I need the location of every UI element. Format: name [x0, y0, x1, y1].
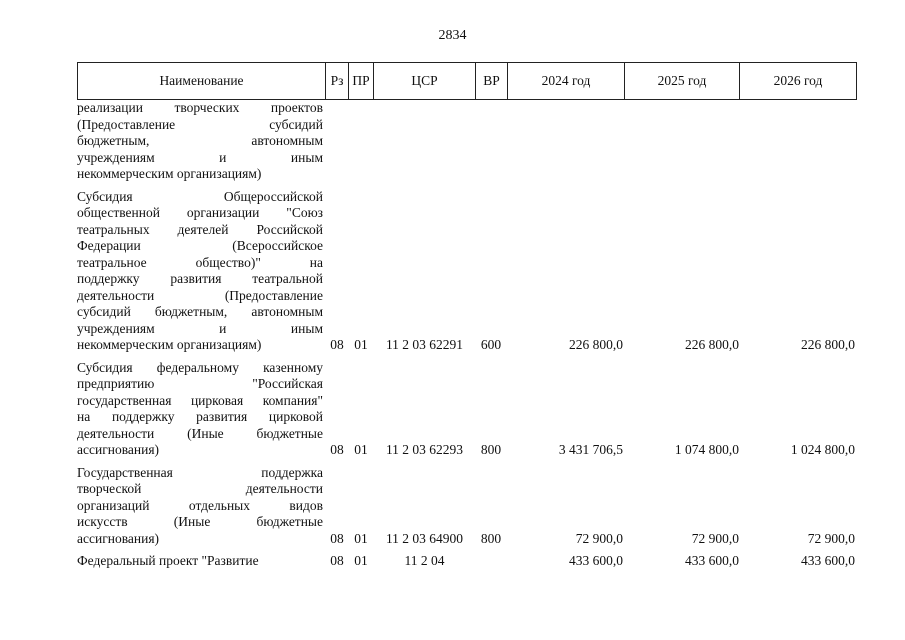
row-amount-2026: 72 900,0 [807, 530, 855, 546]
row-name-line: Федеральный проект "Развитие [77, 553, 259, 568]
column-header-2025: 2025 год [625, 63, 740, 100]
row-vr: 600 [480, 337, 502, 352]
row-vr: 800 [480, 530, 502, 546]
table-row [77, 360, 856, 459]
row-amount-2025: 226 800,0 [685, 337, 739, 352]
row-name-line: поддержку развития театральной [77, 271, 323, 286]
row-name-line: Субсидия Общероссийской [77, 188, 323, 204]
row-pr: 01 [354, 442, 368, 457]
row-amount-2024: 433 600,0 [569, 553, 623, 568]
row-csr: 11 2 04 [404, 553, 445, 568]
row-name-line: театральное общество)" на [77, 254, 323, 270]
row-rz: 08 [330, 530, 344, 546]
row-name-line: субсидий бюджетным, автономным [77, 304, 323, 319]
row-name-line: ассигнования) [77, 530, 160, 546]
row-vr: 800 [480, 442, 502, 457]
row-name-line: театральных деятелей Российской [77, 221, 323, 237]
row-amount-2024: 226 800,0 [569, 337, 623, 352]
row-name-line: искусств (Иные бюджетные [77, 514, 323, 529]
row-rz: 08 [330, 337, 344, 352]
row-name-line: деятельности (Иные бюджетные [77, 425, 323, 441]
row-pr: 01 [354, 530, 368, 546]
table-header [77, 62, 857, 100]
row-amount-2024: 72 900,0 [575, 530, 623, 546]
row-name-line: учреждениям и иным [77, 149, 323, 165]
row-csr: 11 2 03 62293 [385, 442, 464, 457]
row-name [77, 360, 323, 459]
row-pr: 01 [354, 337, 368, 352]
row-name-line: ассигнования) [77, 442, 160, 457]
table-row [77, 465, 856, 548]
table-row [77, 553, 856, 570]
row-name-line: деятельности (Предоставление [77, 287, 323, 303]
row-amount-2026: 433 600,0 [801, 553, 855, 568]
row-amount-2026: 226 800,0 [801, 337, 855, 352]
row-name [77, 553, 323, 570]
row-name-line: на поддержку развития цирковой [77, 409, 323, 424]
row-amount-2024: 3 431 706,5 [558, 442, 623, 457]
row-amount-2025: 1 074 800,0 [674, 442, 739, 457]
row-rz: 08 [330, 553, 344, 568]
table-row [77, 100, 856, 183]
row-name-line: некоммерческим организациям) [77, 166, 262, 181]
row-name-line: реализации творческих проектов [77, 100, 323, 115]
table-body [77, 100, 856, 576]
row-name-line: Субсидия федеральному казенному [77, 359, 323, 375]
row-name-line: бюджетным, автономным [77, 133, 323, 148]
row-csr: 11 2 03 64900 [385, 530, 464, 546]
column-header-2024: 2024 год [508, 63, 625, 100]
row-name [77, 465, 323, 548]
row-name-line: Государственная поддержка [77, 464, 323, 480]
row-name-line: некоммерческим организациям) [77, 337, 262, 352]
row-name [77, 100, 323, 183]
row-name-line: учреждениям и иным [77, 320, 323, 336]
column-header-pr: ПР [349, 63, 374, 100]
page-number: 2834 [438, 28, 467, 43]
row-name-line: (Предоставление субсидий [77, 116, 323, 132]
row-csr: 11 2 03 62291 [385, 337, 464, 352]
row-name-line: организаций отдельных видов [77, 497, 323, 513]
row-name-line: предприятию "Российская [77, 376, 323, 391]
column-header-rz: Рз [326, 63, 349, 100]
column-header-2026: 2026 год [740, 63, 857, 100]
row-pr: 01 [354, 553, 368, 568]
row-name-line: творческой деятельности [77, 481, 323, 496]
column-header-csr: ЦСР [374, 63, 476, 100]
row-amount-2025: 433 600,0 [685, 553, 739, 568]
column-header-name: Наименование [78, 63, 326, 100]
row-amount-2026: 1 024 800,0 [790, 442, 855, 457]
row-name-line: государственная цирковая компания" [77, 392, 323, 408]
row-amount-2025: 72 900,0 [691, 530, 739, 546]
column-header-vr: ВР [476, 63, 508, 100]
row-name-line: общественной организации "Союз [77, 205, 323, 220]
row-name [77, 189, 323, 354]
row-name-line: Федерации (Всероссийское [77, 238, 323, 253]
table-row [77, 189, 856, 354]
row-rz: 08 [330, 442, 344, 457]
